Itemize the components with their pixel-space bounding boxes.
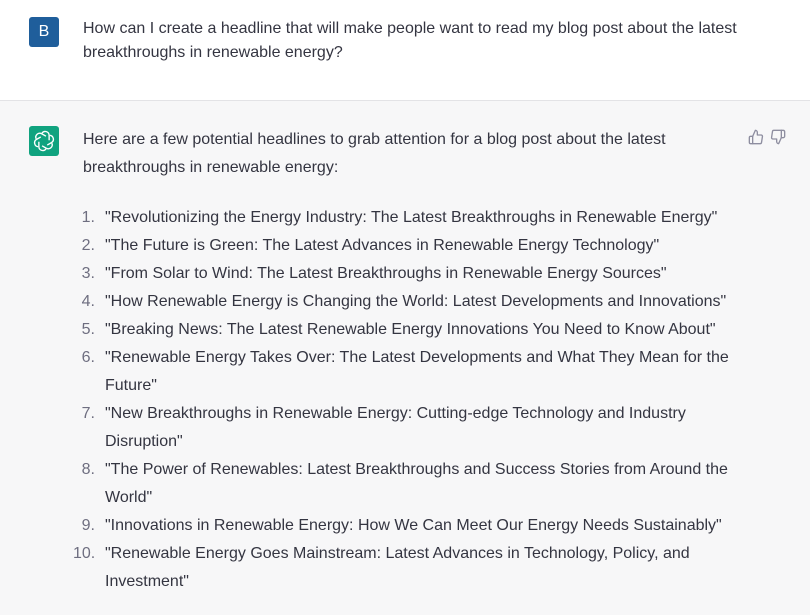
openai-logo-icon: [29, 126, 59, 156]
list-item-text: "Renewable Energy Goes Mainstream: Latest Advances in Technology, Policy, and Investment": [105, 545, 690, 590]
list-item: [83, 512, 733, 540]
list-item-number: 5 .: [73, 316, 95, 344]
thumbs-down-icon[interactable]: [770, 129, 786, 145]
list-item-text: "Revolutionizing the Energy Industry: The Latest Breakthroughs in Renewable Energy": [105, 209, 718, 226]
list-item: [83, 204, 733, 232]
user-message-text: How can I create a headline that will make people want to read my blog post about the latest breakthroughs in renewable energy?: [83, 20, 737, 61]
list-item-text: "Innovations in Renewable Energy: How We Can Meet Our Energy Needs Sustainably": [105, 517, 722, 534]
list-item: [83, 260, 733, 288]
thumbs-up-icon[interactable]: [748, 129, 764, 145]
list-item-text: "New Breakthroughs in Renewable Energy: Cutting-edge Technology and Industry Disruption": [105, 405, 686, 450]
list-item-number: 9 .: [73, 512, 95, 540]
list-item-number: 3 .: [73, 260, 95, 288]
assistant-intro-text: Here are a few potential headlines to grab attention for a blog post about the latest breakthroughs in renewable energy:: [83, 131, 666, 176]
list-item-number: 6 .: [73, 344, 95, 400]
assistant-message-row: [0, 101, 810, 615]
feedback-controls: [748, 129, 786, 145]
assistant-message-body: [73, 126, 733, 596]
list-item: [83, 232, 733, 260]
list-item: [83, 288, 733, 316]
user-avatar: B: [29, 17, 59, 47]
user-message-row: [0, 0, 810, 101]
list-item-text: "Breaking News: The Latest Renewable Energy Innovations You Need to Know About": [105, 321, 716, 338]
list-item: [73, 540, 733, 596]
list-item-text: "How Renewable Energy is Changing the World: Latest Developments and Innovations": [105, 293, 727, 310]
list-item-number: 2 .: [73, 232, 95, 260]
headline-list: [73, 204, 733, 596]
list-item-text: "Renewable Energy Takes Over: The Latest Developments and What They Mean for the Future": [105, 349, 729, 394]
list-item-text: "The Future is Green: The Latest Advances in Renewable Energy Technology": [105, 237, 660, 254]
list-item-number: 7 .: [73, 400, 95, 456]
list-item: [83, 400, 733, 456]
list-item: [83, 344, 733, 400]
list-item-number: 1 .: [73, 204, 95, 232]
list-item-number: 8 .: [73, 456, 95, 512]
list-item-text: "From Solar to Wind: The Latest Breakthroughs in Renewable Energy Sources": [105, 265, 667, 282]
list-item-number: 10 .: [73, 540, 95, 596]
list-item: [83, 456, 733, 512]
list-item-text: "The Power of Renewables: Latest Breakthroughs and Success Stories from Around the World": [105, 461, 728, 506]
list-item: [83, 316, 733, 344]
list-item-number: 4 .: [73, 288, 95, 316]
